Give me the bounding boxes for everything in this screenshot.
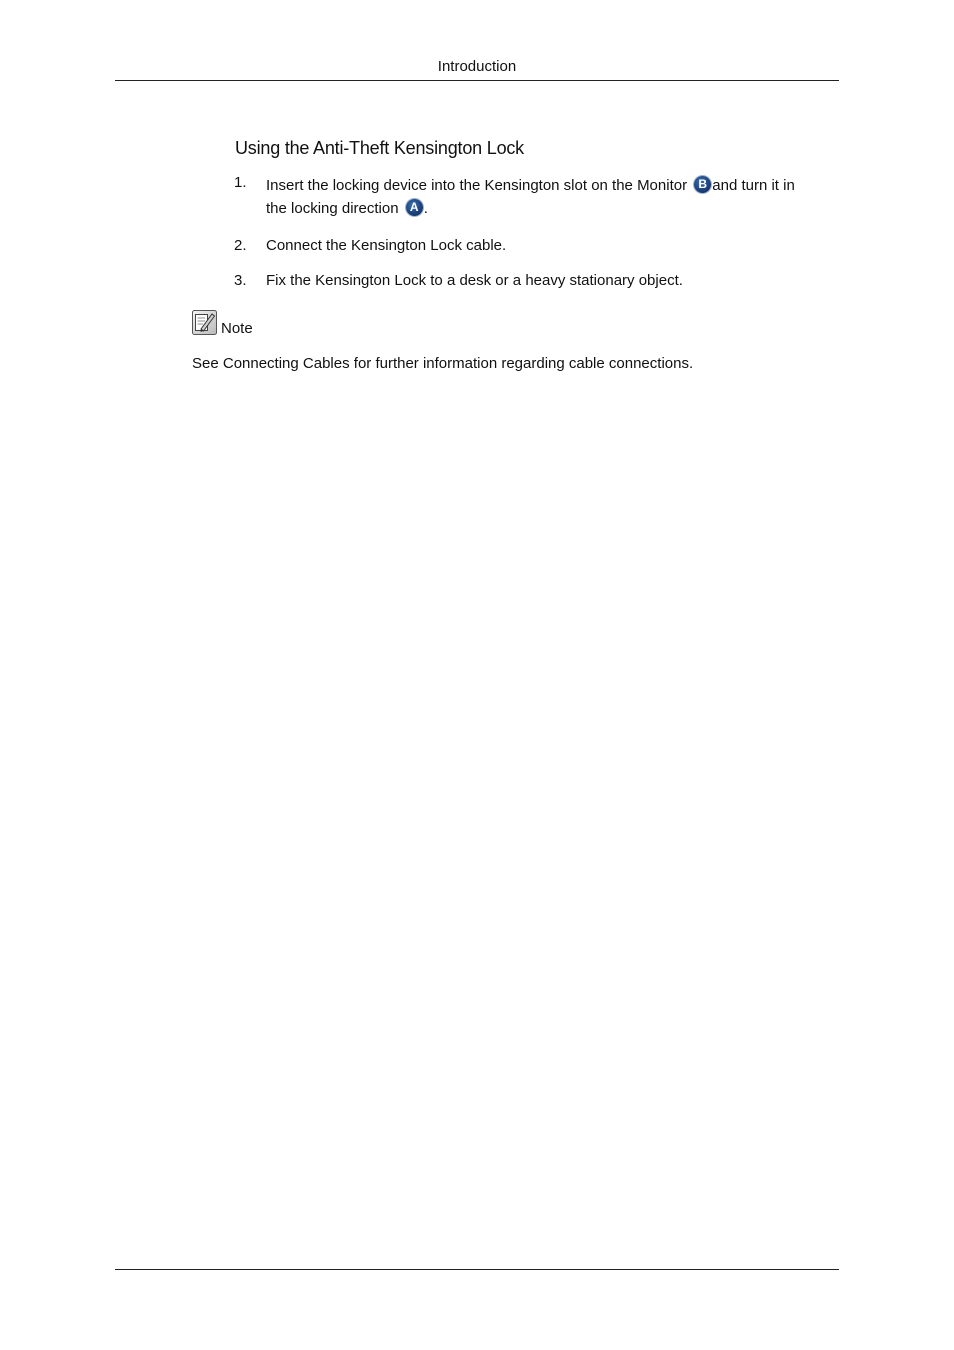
step-text-part: Insert the locking device into the Kensington slot on the Monitor (266, 177, 692, 194)
note-body: See Connecting Cables for further information regarding cable connections. (192, 355, 694, 372)
header-title: Introduction (437, 58, 517, 75)
step-number: 1. (234, 174, 247, 191)
step-number: 3. (234, 272, 247, 289)
step-text-part: and turn it in the locking direction (266, 177, 795, 217)
step-text: Fix the Kensington Lock to a desk or a heavy stationary object. (266, 272, 683, 289)
step-text-part: . (423, 200, 428, 217)
note-label: Note (221, 320, 253, 337)
step-text: Connect the Kensington Lock cable. (266, 237, 507, 254)
a-badge-icon: A (406, 199, 423, 216)
b-badge-icon: B (694, 176, 711, 193)
note-icon (192, 310, 217, 335)
header-divider (115, 80, 839, 81)
section-heading: Using the Anti-Theft Kensington Lock (235, 138, 524, 158)
step-text (266, 174, 806, 220)
footer-divider (115, 1269, 839, 1270)
step-number: 2. (234, 237, 247, 254)
